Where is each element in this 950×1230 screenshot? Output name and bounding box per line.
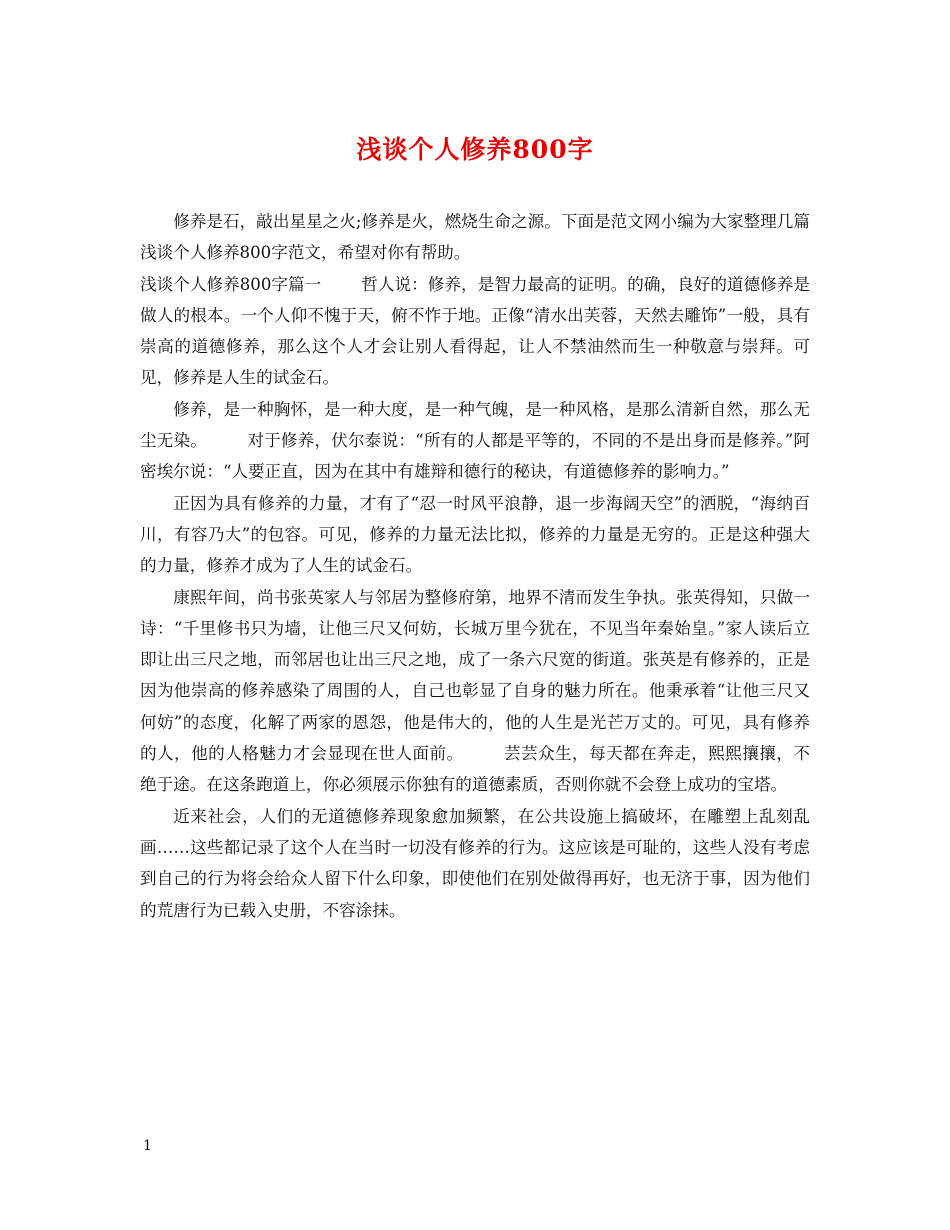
paragraph-5 — [140, 582, 810, 801]
paragraph-text: 正因为具有修养的力量，才有了“忍一时风平浪静，退一步海阔天空”的洒脱，“海纳百川，有容乃大”的包容。可见，修养的力量无法比拟，修养的力量是无穷的。正是这种强大的力量，修养才成为了人生的试金石。 — [140, 493, 810, 576]
paragraph-4 — [140, 488, 810, 582]
page-number: 1 — [143, 1138, 152, 1154]
paragraph-lead: 修养，是一种胸怀，是一种大度，是一种气魄，是一种风格，是那么清新自然，那么无尘无染。 — [140, 399, 810, 451]
paragraph-6 — [140, 801, 810, 926]
paragraph-3 — [140, 394, 810, 488]
paragraph-lead: 康熙年间，尚书张英家人与邻居为整修府第，地界不清而发生争执。张英得知，只做一诗：“千里修书只为墙，让他三尺又何妨，长城万里今犹在，不见当年秦始皇。”家人读后立即让出三尺之地，而邻居也让出三尺之地，成了一条六尺宽的街道。张英是有修养的，正是因为他崇高的修养感染了周围的人，自己也彰显了自身的魅力所在。他秉承着“让他三尺又何妨”的态度，化解了两家的恩怨，他是伟大的，他的人生是光芒万丈的。可见，具有修养的人，他的人格魅力才会显现在世人面前。 — [140, 587, 810, 764]
paragraph-text: 近来社会，人们的无道德修养现象愈加频繁，在公共设施上搞破坏，在雕塑上乱刻乱画……这些都记录了这个人在当时一切没有修养的行为。这应该是可耻的，这些人没有考虑到自己的行为将会给众人留下什么印象，即使他们在别处做得再好，也无济于事，因为他们的荒唐行为已载入史册，不容涂抹。 — [140, 806, 810, 920]
document-title: 浅谈个人修养800字 — [356, 135, 594, 164]
paragraph-2 — [140, 269, 810, 394]
paragraph-text: 对于修养，伏尔泰说：“所有的人都是平等的，不同的不是出身而是修养。”阿密埃尔说：“人要正直，因为在其中有雄辩和德行的秘诀，有道德修养的影响力。” — [140, 431, 811, 482]
paragraph-text: 芸芸众生，每天都在奔走，熙熙攘攘，不绝于途。在这条跑道上，你必须展示你独有的道德素质，否则你就不会登上成功的宝塔。 — [140, 744, 811, 795]
paragraph-text: 修养是石，敲出星星之火;修养是火，燃烧生命之源。下面是范文网小编为大家整理几篇浅谈个人修养800字范文，希望对你有帮助。 — [140, 212, 810, 263]
paragraph-lead: 浅谈个人修养800字篇一 — [140, 274, 322, 294]
paragraph-text: 哲人说：修养，是智力最高的证明。的确，良好的道德修养是做人的根本。一个人仰不愧于天，俯不怍于地。正像“清水出芙蓉，天然去雕饰”一般，具有崇高的道德修养，那么这个人才会让别人看得起，让人不禁油然而生一种敬意与崇拜。可见，修养是人生的试金石。 — [140, 274, 811, 388]
document-body — [140, 206, 810, 926]
paragraph-1 — [140, 206, 810, 269]
